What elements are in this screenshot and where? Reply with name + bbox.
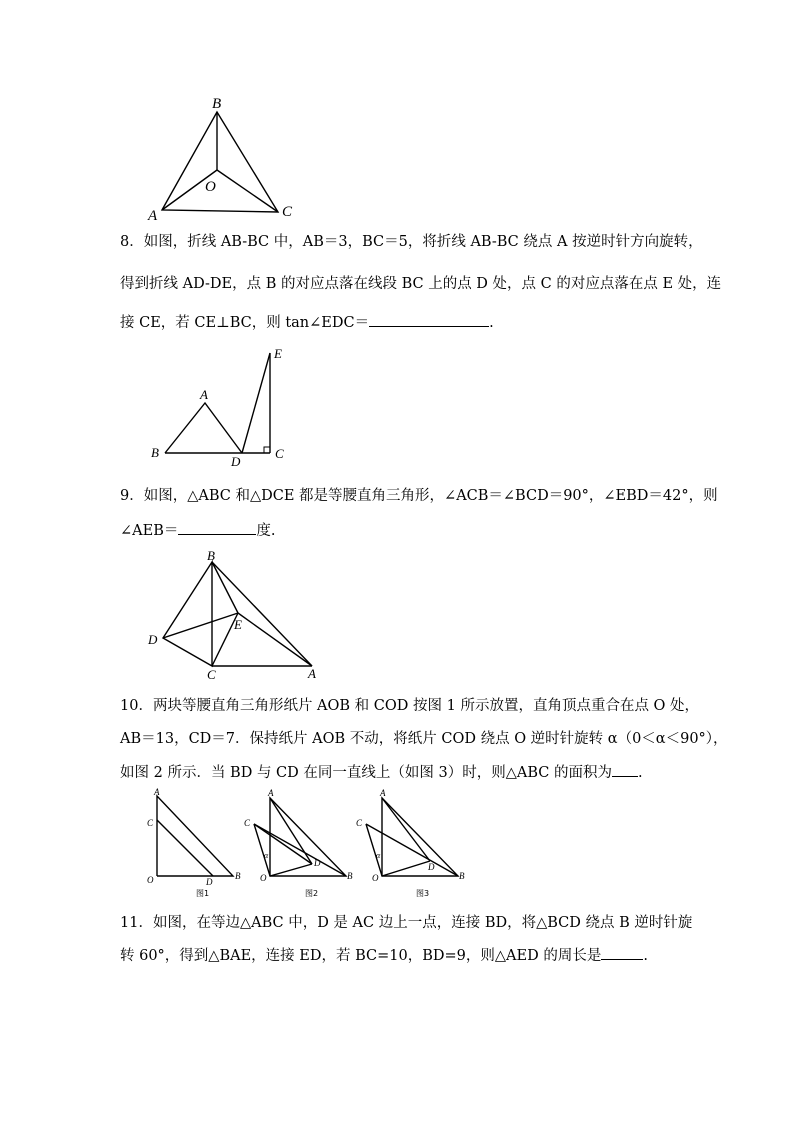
label-b: B bbox=[235, 871, 241, 881]
q9-answer-blank[interactable] bbox=[178, 520, 256, 535]
q8-line-1: 8．如图，折线 AB-BC 中，AB＝3，BC＝5，将折线 AB-BC 绕点 A 按逆时针方向旋转， bbox=[120, 234, 703, 250]
label-e: E bbox=[274, 346, 282, 361]
label-a: A bbox=[200, 387, 208, 402]
q10-line-2: AB＝13，CD＝7．保持纸片 AOB 不动，将纸片 COD 绕点 O 逆时针旋转 α（0＜α＜90°）， bbox=[120, 731, 728, 747]
label-b: B bbox=[347, 871, 353, 881]
label-o: O bbox=[205, 179, 216, 195]
label-e: E bbox=[234, 617, 242, 632]
label-c: C bbox=[282, 204, 293, 220]
label-o: O bbox=[147, 875, 154, 885]
label-alpha: α bbox=[264, 851, 269, 860]
q8-line-3-text: 接 CE，若 CE⊥BC，则 tan∠EDC＝ bbox=[120, 315, 370, 331]
label-b: B bbox=[151, 445, 159, 460]
q9-line-2-end: 度. bbox=[256, 523, 276, 539]
label-o: O bbox=[260, 873, 267, 883]
caption-fig1: 图1 bbox=[196, 889, 210, 898]
q8-line-2: 得到折线 AD-DE，点 B 的对应点落在线段 BC 上的点 D 处，点 C 的对应点落在点 E 处，连 bbox=[120, 276, 722, 292]
q10-line-3-text: 如图 2 所示．当 BD 与 CD 在同一直线上（如图 3）时，则△ABC 的面积为 bbox=[120, 765, 612, 781]
q11-line-1: 11．如图，在等边△ABC 中，D 是 AC 边上一点，连接 BD，将△BCD 绕点 B 逆时针旋 bbox=[120, 915, 693, 931]
q11-answer-blank[interactable] bbox=[601, 945, 643, 960]
q11-line-2-end: . bbox=[643, 948, 648, 964]
caption-fig2: 图2 bbox=[305, 889, 319, 898]
q10-line-3 bbox=[120, 762, 643, 783]
label-b: B bbox=[212, 96, 222, 112]
q8-line-3 bbox=[120, 312, 494, 333]
label-c: C bbox=[356, 818, 363, 828]
figure-q10-3 bbox=[352, 786, 472, 902]
label-alpha: α bbox=[376, 851, 381, 860]
figure-q8 bbox=[145, 345, 305, 467]
q11-line-2 bbox=[120, 945, 648, 966]
q8-line-3-end: . bbox=[489, 315, 494, 331]
label-a: A bbox=[308, 666, 316, 681]
q9-line-2 bbox=[120, 520, 275, 541]
label-c: C bbox=[207, 667, 216, 682]
figure-q10-1 bbox=[140, 786, 250, 902]
label-d: D bbox=[206, 877, 213, 887]
q8-answer-blank[interactable] bbox=[369, 312, 489, 327]
label-d: D bbox=[314, 858, 321, 868]
label-b: B bbox=[459, 871, 465, 881]
q10-line-3-end: . bbox=[637, 765, 643, 781]
figure-q10-2 bbox=[240, 786, 360, 902]
label-a: A bbox=[154, 787, 160, 797]
label-d: D bbox=[148, 632, 158, 647]
figure-triangle-abc-o bbox=[140, 92, 300, 224]
label-c: C bbox=[275, 446, 284, 461]
figure-q9 bbox=[140, 550, 330, 682]
label-a: A bbox=[148, 208, 158, 224]
label-b: B bbox=[207, 550, 215, 563]
label-a: A bbox=[380, 788, 386, 798]
q9-line-2-text: ∠AEB＝ bbox=[120, 523, 179, 539]
label-c: C bbox=[244, 818, 251, 828]
label-a: A bbox=[268, 788, 274, 798]
q11-line-2-text: 转 60°，得到△BAE，连接 ED，若 BC=10，BD=9，则△AED 的周长是 bbox=[120, 948, 602, 964]
q10-answer-blank[interactable] bbox=[612, 762, 638, 777]
label-c: C bbox=[147, 818, 154, 828]
caption-fig3: 图3 bbox=[416, 889, 430, 898]
q9-line-1: 9．如图，△ABC 和△DCE 都是等腰直角三角形，∠ACB＝∠BCD＝90°，∠EBD＝42°，则 bbox=[120, 488, 718, 504]
label-d: D bbox=[428, 862, 435, 872]
label-o: O bbox=[372, 873, 379, 883]
label-d: D bbox=[231, 454, 241, 467]
q10-line-1: 10．两块等腰直角三角形纸片 AOB 和 COD 按图 1 所示放置，直角顶点重合在点 O 处， bbox=[120, 698, 700, 714]
